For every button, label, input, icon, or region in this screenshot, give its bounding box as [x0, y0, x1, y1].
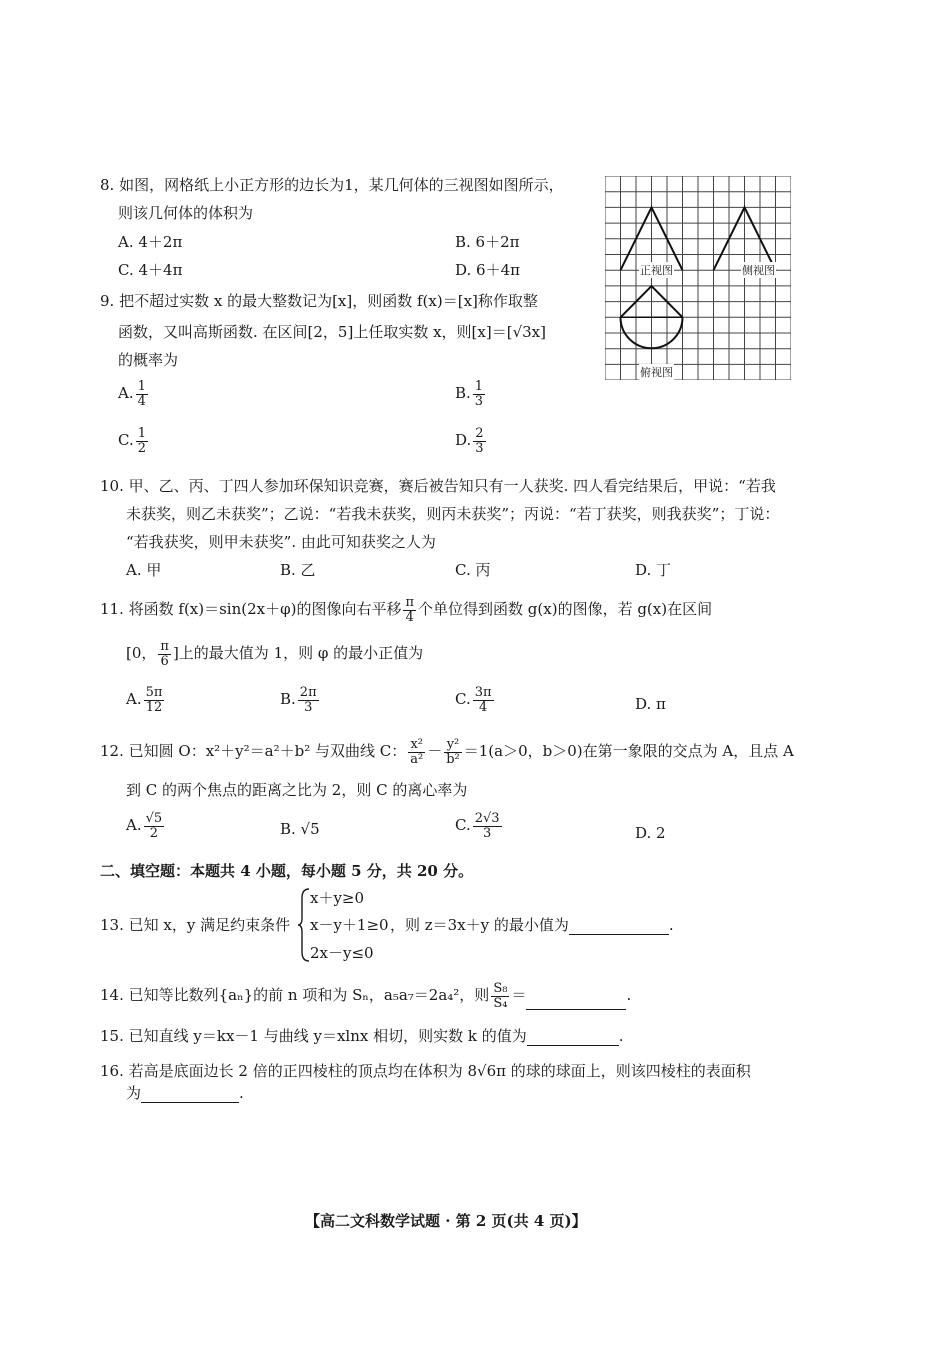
q15-text: 15. 已知直线 y＝kx－1 与曲线 y＝xlnx 相切，则实数 k 的值为: [100, 1027, 527, 1045]
q11-c-letter: C.: [455, 690, 471, 709]
q11-stem-1a: 11. 将函数 f(x)＝sin(2x＋φ)的图像向右平移: [100, 600, 402, 619]
q12-a-num: √5: [145, 811, 163, 826]
q11-b-num: 2π: [299, 685, 317, 700]
q11-a-den: 12: [145, 699, 163, 715]
q9-d-letter: D.: [455, 431, 472, 450]
q9-c-letter: C.: [118, 431, 134, 450]
q9-stem-line2: 函数，又叫高斯函数. 在区间[2，5]上任取实数 x，则[x]＝[√3x]: [118, 323, 546, 341]
front-view-label: 正视图: [640, 264, 673, 277]
q11-interval-num: π: [160, 639, 169, 654]
q12-option-d: D. 2: [635, 824, 666, 842]
q11-stem-line1: [100, 596, 712, 624]
q9-a-fraction: [136, 380, 148, 408]
q9-stem-line3: 的概率为: [118, 351, 179, 369]
q12-a-den: 2: [149, 825, 159, 841]
q13-constraint-3: 2x－y≤0: [310, 944, 374, 962]
q11-a-letter: A.: [126, 690, 142, 709]
q11-stem-line2: [126, 640, 423, 668]
q12-y-fraction: [444, 738, 462, 766]
q11-option-d: D. π: [635, 695, 666, 713]
q16-line2: [126, 1082, 244, 1103]
q14-answer-blank[interactable]: [526, 995, 626, 1010]
q13-constraint-1: x＋y≥0: [310, 889, 365, 907]
q9-d-num: 2: [475, 426, 484, 441]
q8-stem-line1: 8. 如图，网格纸上小正方形的边长为1，某几何体的三视图如图所示，: [100, 176, 564, 194]
q12-c-letter: C.: [455, 816, 471, 835]
q12-a-letter: A.: [126, 816, 142, 835]
q9-c-fraction: [136, 427, 148, 455]
q12-c-den: 3: [482, 825, 492, 841]
q13-brace: [298, 888, 310, 962]
q14-line: [100, 982, 631, 1010]
q13-prefix: 13. 已知 x，y 满足约束条件: [100, 916, 291, 934]
q12-minus: －: [427, 742, 443, 761]
q9-option-b: [455, 380, 487, 408]
q12-a-fraction: [144, 812, 165, 840]
q12-c-num: 2√3: [474, 811, 500, 826]
q11-shift-fraction: [403, 596, 416, 624]
q15-line: [100, 1025, 624, 1046]
q14-num: S₈: [493, 981, 508, 996]
q12-y-num: y²: [444, 738, 462, 753]
q10-option-d: D. 丁: [635, 561, 672, 579]
three-view-figure: [605, 176, 791, 380]
q12-x-num: x²: [408, 738, 425, 753]
q11-stem-1b: 个单位得到函数 g(x)的图像，若 g(x)在区间: [418, 600, 713, 619]
q9-d-den: 3: [475, 440, 484, 456]
q8-option-d: D. 6＋4π: [455, 261, 520, 279]
q9-a-letter: A.: [118, 384, 134, 403]
q9-option-a: [118, 380, 150, 408]
q9-option-c: [118, 427, 150, 455]
q9-b-fraction: [473, 380, 485, 408]
q8-stem-line2: 则该几何体的体积为: [118, 204, 254, 222]
q10-option-a: A. 甲: [126, 561, 162, 579]
q9-a-num: 1: [137, 379, 146, 394]
q10-stem-line3: “若我获奖，则甲未获奖”. 由此可知获奖之人为: [126, 533, 436, 551]
q9-c-den: 2: [137, 440, 146, 456]
q14-end: .: [626, 986, 632, 1005]
q12-stem-line1: [100, 738, 794, 766]
q14-equals: ＝: [511, 986, 527, 1005]
q15-answer-blank[interactable]: [527, 1031, 619, 1046]
q13-suffix: ，则 z＝3x＋y 的最小值为: [390, 916, 569, 934]
q9-b-letter: B.: [455, 384, 471, 403]
grid-svg: [605, 176, 791, 380]
q9-stem-line1: 9. 把不超过实数 x 的最大整数记为[x]，则函数 f(x)＝[x]称作取整: [100, 292, 538, 310]
q11-a-num: 5π: [145, 685, 163, 700]
q8-option-c: C. 4＋4π: [118, 261, 183, 279]
section2-title: 二、填空题：本题共 4 小题，每小题 5 分，共 20 分。: [100, 862, 474, 880]
page-footer: 【高二文科数学试题 · 第 2 页(共 4 页)】: [305, 1212, 587, 1230]
q10-stem-line1: 10. 甲、乙、丙、丁四人参加环保知识竞赛，赛后被告知只有一人获奖. 四人看完结果后，甲说：“若我: [100, 477, 776, 495]
q12-stem-1b: ＝1(a＞0，b＞0)在第一象限的交点为 A，且点 A: [463, 742, 794, 761]
q16-answer-blank[interactable]: [141, 1088, 239, 1103]
q16-end: .: [239, 1084, 244, 1102]
q9-d-fraction: [473, 427, 485, 455]
q11-shift-num: π: [405, 595, 415, 610]
q12-x-fraction: [408, 738, 425, 766]
q9-c-num: 1: [137, 426, 146, 441]
q16-line1: 16. 若高是底面边长 2 倍的正四棱柱的顶点均在体积为 8√6π 的球的球面上，则该四棱柱的表面积: [100, 1062, 751, 1080]
q11-stem-2b: ]上的最大值为 1，则 φ 的最小正值为: [172, 644, 424, 663]
q12-option-b: B. √5: [280, 820, 320, 838]
q12-stem-line2: 到 C 的两个焦点的距离之比为 2，则 C 的离心率为: [126, 781, 468, 799]
q12-c-fraction: [473, 812, 502, 840]
q11-b-letter: B.: [280, 690, 296, 709]
q8-option-a: A. 4＋2π: [118, 233, 183, 251]
q10-option-c: C. 丙: [455, 561, 491, 579]
q13-constraint-2: x－y＋1≥0: [310, 916, 389, 934]
q13-end: .: [668, 916, 674, 934]
q9-a-den: 4: [137, 393, 146, 409]
q14-den: S₄: [493, 995, 508, 1011]
q13-suffix-line: [390, 914, 674, 935]
q11-c-num: 3π: [474, 685, 492, 700]
q11-shift-den: 4: [405, 609, 414, 625]
q12-stem-1a: 12. 已知圆 O：x²＋y²＝a²＋b² 与双曲线 C：: [100, 742, 407, 761]
q11-stem-2a: [0，: [126, 644, 157, 663]
q11-interval-den: 6: [160, 653, 169, 669]
q11-option-b: [280, 686, 321, 714]
q14-fraction: [491, 982, 509, 1010]
q12-y-den: b²: [446, 751, 460, 767]
q10-option-b: B. 乙: [280, 561, 316, 579]
q11-option-c: [455, 686, 496, 714]
q12-option-a: [126, 812, 166, 840]
q15-end: .: [618, 1027, 624, 1045]
q11-c-fraction: [473, 686, 494, 714]
q9-b-den: 3: [474, 393, 484, 409]
q16-line2-text: 为: [126, 1084, 142, 1102]
q9-option-d: [455, 427, 488, 455]
q14-prefix: 14. 已知等比数列{aₙ}的前 n 项和为 Sₙ，a₅a₇＝2a₄²，则: [100, 986, 490, 1005]
q11-c-den: 4: [478, 699, 488, 715]
q11-b-fraction: [298, 686, 319, 714]
q11-option-a: [126, 686, 166, 714]
q8-option-b: B. 6＋2π: [455, 233, 520, 251]
q10-stem-line2: 未获奖，则乙未获奖”；乙说：“若我未获奖，则丙未获奖”；丙说：“若丁获奖，则我获奖”；丁说：: [126, 505, 780, 523]
q13-answer-blank[interactable]: [569, 920, 669, 935]
side-view-label: 侧视图: [742, 264, 775, 277]
q11-interval-fraction: [158, 640, 171, 668]
q9-b-num: 1: [474, 379, 484, 394]
top-view-label: 俯视图: [640, 366, 673, 379]
q12-option-c: [455, 812, 504, 840]
q11-a-fraction: [144, 686, 165, 714]
q12-x-den: a²: [410, 751, 424, 767]
q11-b-den: 3: [304, 699, 313, 715]
